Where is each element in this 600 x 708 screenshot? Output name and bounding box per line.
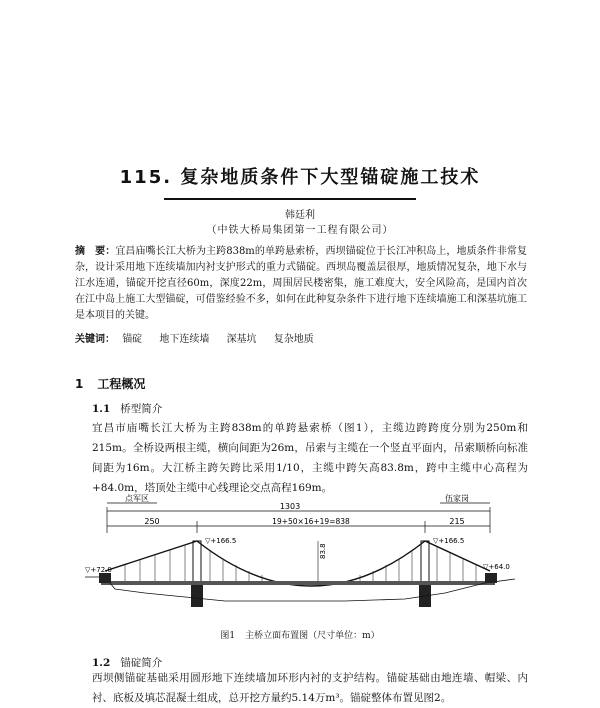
left-bank-label: 点军区 bbox=[125, 494, 149, 503]
keyword-item: 深基坑 bbox=[226, 334, 257, 345]
figure-caption-text: 主桥立面布置图（尺寸单位：m） bbox=[245, 631, 380, 641]
keywords-label: 关键词： bbox=[75, 334, 115, 345]
left-span-label: 250 bbox=[144, 517, 160, 526]
right-span-label: 215 bbox=[449, 517, 465, 526]
sag-label: 83.8 bbox=[319, 543, 327, 559]
subsection-number: 1.2 bbox=[92, 657, 111, 669]
left-anchorage bbox=[99, 573, 111, 583]
total-length-label: 1303 bbox=[279, 502, 301, 511]
figure-caption bbox=[0, 628, 600, 641]
subsection-heading-1-1 bbox=[92, 401, 162, 416]
right-tower-elevation: ▽+166.5 bbox=[433, 537, 465, 545]
hangers bbox=[125, 545, 476, 581]
right-anchor-elevation: ▽+64.0 bbox=[483, 563, 510, 571]
right-anchorage bbox=[485, 573, 497, 583]
left-anchor-elevation: ▽+72.0 bbox=[85, 566, 112, 574]
section-heading-1 bbox=[75, 375, 145, 392]
left-tower-elevation: ▽+166.5 bbox=[205, 537, 237, 545]
right-bank-label: 伍家岗 bbox=[445, 494, 469, 503]
section-number: 1 bbox=[75, 377, 84, 391]
ground-line bbox=[85, 577, 515, 601]
title-rule bbox=[164, 198, 416, 200]
right-tower bbox=[419, 541, 431, 607]
section-title: 工程概况 bbox=[97, 377, 146, 391]
paper-title: 115. 复杂地质条件下大型锚碇施工技术 bbox=[119, 167, 481, 188]
abstract bbox=[75, 244, 527, 324]
keywords bbox=[75, 330, 527, 345]
main-cable bbox=[105, 541, 490, 586]
figure-1 bbox=[85, 493, 515, 618]
subsection-title: 桥型简介 bbox=[120, 403, 163, 415]
bridge-deck bbox=[101, 581, 495, 585]
subsection-number: 1.1 bbox=[92, 403, 111, 415]
left-tower bbox=[191, 541, 203, 607]
figure-number: 图1 bbox=[220, 631, 236, 641]
keyword-item: 复杂地质 bbox=[273, 334, 314, 345]
paragraph-anchorage: 西坝侧锚碇基础采用圆形地下连续墙加环形内衬的支护结构。锚碇基础由地连墙、帽梁、内衬、底板及填芯混凝土组成，总开挖方量约5.14万m³。锚碇整体布置见图2。 bbox=[92, 672, 528, 704]
keyword-item: 锚碇 bbox=[122, 334, 143, 345]
main-span-label: 19+50×16+19=838 bbox=[272, 517, 350, 526]
paragraph-bridge-type: 宜昌市庙嘴长江大桥为主跨838m的单跨悬索桥（图1），主缆边跨跨度分别为250m和215m。全桥设两根主缆，横向间距为26m，吊索与主缆在一个竖直平面内，吊索顺桥向标准间距为16m。大江桥主跨矢跨比采用1/10，主缆中跨矢高83.8m，跨中主缆中心高程为+84.0m，塔顶处主缆中心线理论交点高程169m。 bbox=[92, 422, 528, 494]
author: 韩廷利 bbox=[285, 210, 315, 221]
bridge-elevation-drawing bbox=[85, 493, 515, 618]
keyword-item: 地下连续墙 bbox=[159, 334, 210, 345]
abstract-label: 摘 要： bbox=[75, 246, 116, 257]
affiliation: （中铁大桥局集团第一工程有限公司） bbox=[206, 225, 394, 236]
abstract-text: 宜昌庙嘴长江大桥为主跨838m的单跨悬索桥，西坝锚碇位于长江冲积岛上，地质条件非常复杂，设计采用地下连续墙加内衬支护形式的重力式锚碇。西坝岛覆盖层很厚，地质情况复杂，地下水与江水连通，锚碇开挖直径60m，深度22m，周围居民楼密集，施工难度大，安全风险高，是国内首次在江中岛上施工大型锚碇，可借鉴经验不多，如何在此种复杂条件下进行地下连续墙施工和深基坑施工是本项目的关键。 bbox=[75, 246, 527, 321]
subsection-title: 锚碇简介 bbox=[120, 657, 163, 669]
